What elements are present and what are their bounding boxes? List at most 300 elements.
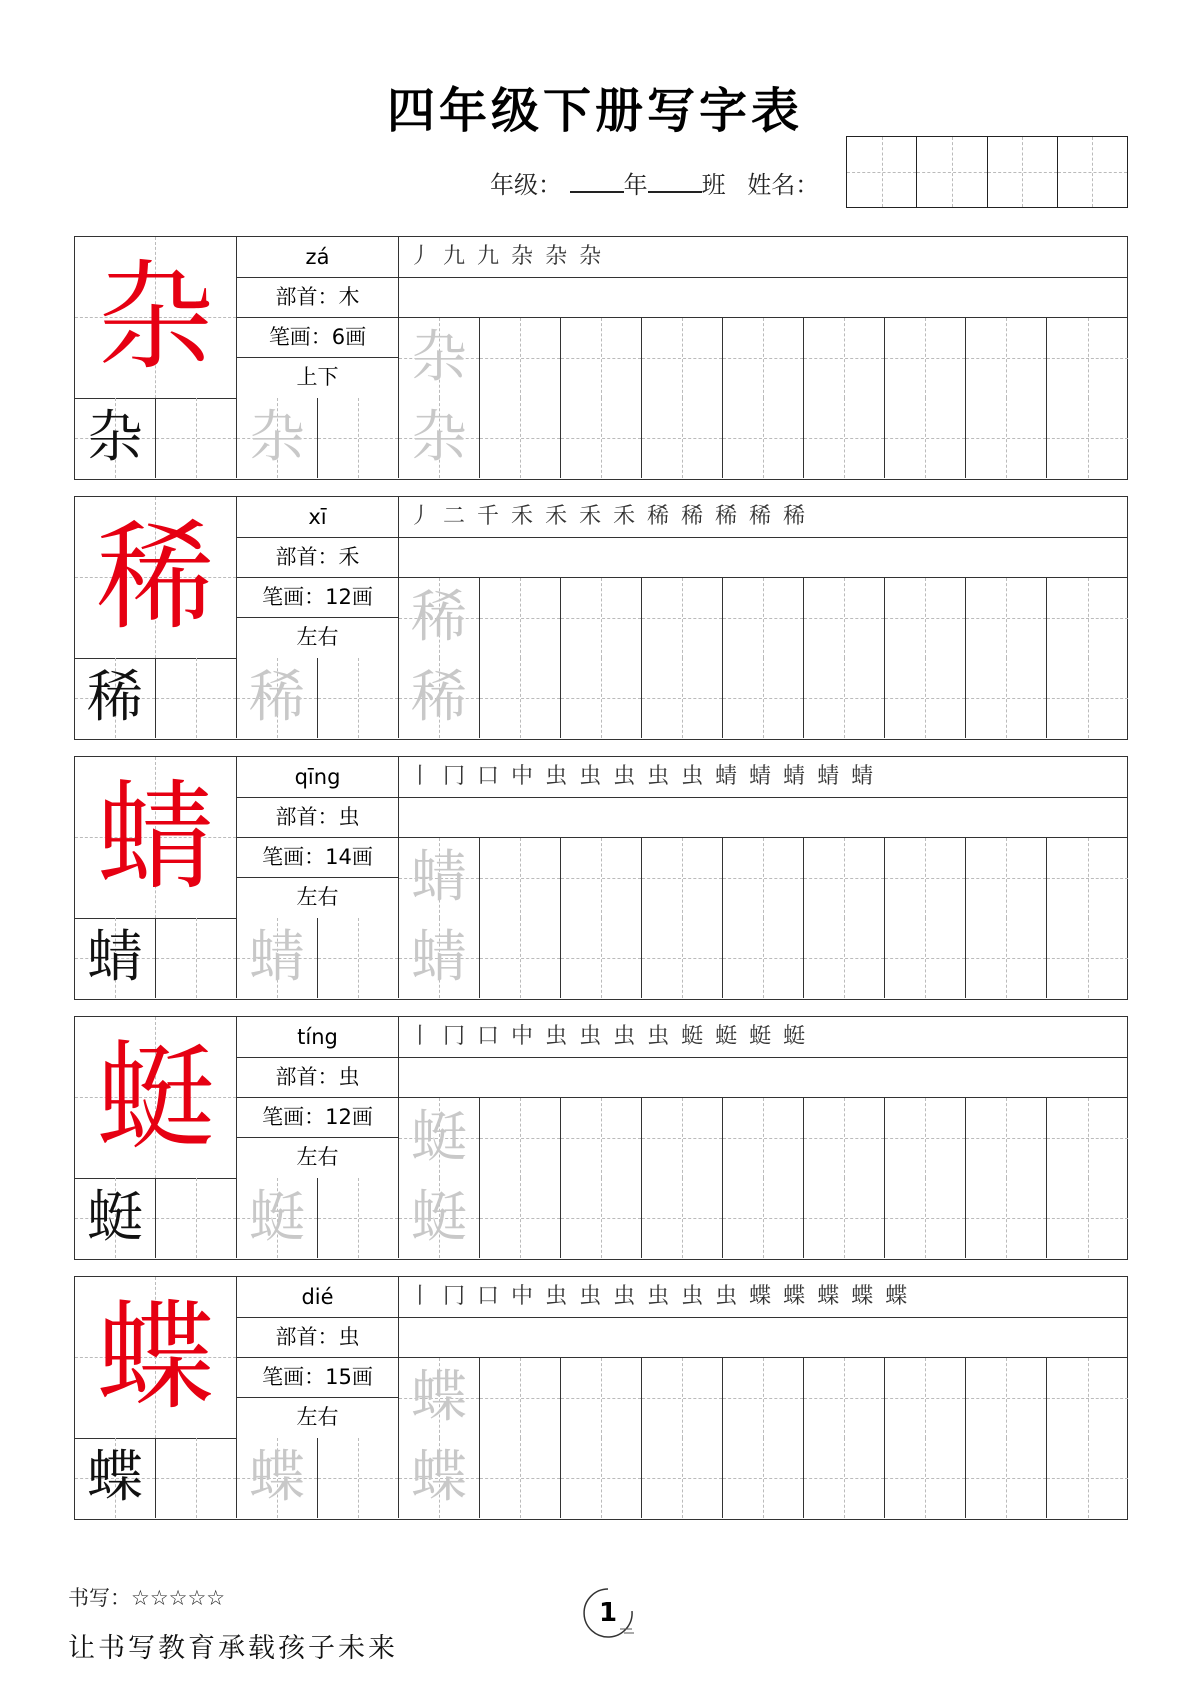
practice-cell[interactable] [561,838,642,918]
guide-line-v [925,578,926,658]
page-number: 1 [580,1585,636,1641]
guide-line-v [844,838,845,918]
stroke-step: 虫 [715,1284,738,1309]
stroke-step: 蜻 [715,764,738,789]
trace-char: 杂 [411,325,467,390]
guide-line-v [601,1098,602,1178]
info-pinyin: tíng [237,1017,398,1058]
practice-cell[interactable] [156,398,237,478]
info-structure: 上下 [296,365,339,389]
practice-cell[interactable] [561,398,642,478]
character-block [74,1276,1128,1520]
model-char: 蜓 [87,1185,143,1250]
practice-cell[interactable] [237,1438,318,1518]
practice-cell[interactable] [1047,1178,1128,1258]
big-char-cell [75,1017,237,1179]
practice-cell[interactable] [966,318,1047,398]
practice-cell[interactable] [75,658,156,738]
stroke-step: 稀 [783,504,806,529]
guide-line-v [1006,1358,1007,1438]
practice-cell[interactable] [885,578,966,658]
practice-cell[interactable] [642,1098,723,1178]
trace-char: 蜻 [411,845,467,910]
practice-cell[interactable] [804,398,885,478]
practice-cell[interactable] [561,918,642,998]
practice-cell[interactable] [399,1098,480,1178]
practice-cell[interactable] [885,1178,966,1258]
info-radical: 部首：虫 [237,1057,398,1098]
stroke-step: 口 [477,1284,500,1309]
character-block [74,236,1128,480]
guide-line-v [601,1438,602,1518]
guide-line-v [682,1438,683,1518]
practice-cell[interactable] [804,1098,885,1178]
guide-line-v [682,1178,683,1258]
practice-cell[interactable] [885,318,966,398]
practice-cell[interactable] [966,578,1047,658]
practice-cell[interactable] [885,1358,966,1438]
guide-line-v [601,1178,602,1258]
practice-cell[interactable] [804,1178,885,1258]
practice-cell[interactable] [480,1098,561,1178]
stroke-order [399,757,1127,798]
guide-line-v [925,838,926,918]
model-char: 稀 [87,665,143,730]
practice-cell[interactable] [642,658,723,738]
stroke-step: 蝶 [851,1284,874,1309]
practice-cell[interactable] [75,398,156,478]
guide-line-v [601,1358,602,1438]
guide-line-v [763,578,764,658]
character-block [74,496,1128,740]
practice-cell[interactable] [885,1098,966,1178]
char-info [237,1277,399,1438]
guide-line-v [1006,1178,1007,1258]
stroke-step: 丿 [409,504,432,529]
guide-line-v [358,1178,359,1258]
stroke-step: 虫 [545,764,568,789]
practice-cell[interactable] [75,1178,156,1258]
guide-line-v [601,918,602,998]
trace-char: 蜻 [411,925,467,990]
info-strokes: 笔画：14画 [237,837,398,878]
guide-line-v [763,398,764,478]
guide-line-v [682,1358,683,1438]
practice-cell[interactable] [399,658,480,738]
practice-cell[interactable] [318,398,399,478]
guide-line-v [601,318,602,398]
practice-cell[interactable] [561,1358,642,1438]
practice-cell[interactable] [966,918,1047,998]
practice-cell[interactable] [966,658,1047,738]
practice-cell[interactable] [399,1178,480,1258]
practice-cell[interactable] [399,578,480,658]
info-pinyin: zá [237,237,398,278]
guide-line-v [358,398,359,478]
practice-cell[interactable] [561,658,642,738]
practice-cell[interactable] [642,1178,723,1258]
practice-cell[interactable] [804,1438,885,1518]
stroke-step: 虫 [545,1284,568,1309]
stroke-step: 千 [477,504,500,529]
grade-label: 年级： [490,171,562,199]
info-strokes: 笔画：6画 [237,317,398,358]
blank-row [399,798,1127,838]
practice-cell[interactable] [804,918,885,998]
stroke-step: 中 [511,764,534,789]
practice-cell[interactable] [480,1358,561,1438]
guide-line-v [925,1438,926,1518]
big-char: 蝶 [96,1288,215,1426]
guide-line-v [682,1098,683,1178]
practice-cell[interactable] [885,838,966,918]
practice-cell[interactable] [399,918,480,998]
info-pinyin: xī [237,497,398,538]
model-char: 杂 [87,405,143,470]
blank-row [399,278,1127,318]
practice-cell[interactable] [318,658,399,738]
year-blank[interactable] [570,191,624,193]
practice-cell[interactable] [561,1178,642,1258]
stroke-step: 虫 [613,1024,636,1049]
guide-line-v [844,318,845,398]
guide-line-v [844,398,845,478]
practice-cell[interactable] [1047,918,1128,998]
trace-char: 杂 [249,405,305,470]
guide-line-v [1006,398,1007,478]
practice-cell[interactable] [237,918,318,998]
stroke-step: 虫 [647,1284,670,1309]
practice-cell[interactable] [75,1438,156,1518]
practice-cell[interactable] [723,318,804,398]
guide-line-v [682,918,683,998]
practice-cell[interactable] [399,1358,480,1438]
guide-line-v [844,1438,845,1518]
trace-char: 稀 [411,585,467,650]
practice-cell[interactable] [75,918,156,998]
practice-cell[interactable] [480,578,561,658]
stroke-step: 丿 [409,244,432,269]
practice-cell[interactable] [642,1438,723,1518]
guide-line-v [601,658,602,738]
practice-cell[interactable] [966,1358,1047,1438]
practice-cell[interactable] [804,838,885,918]
stroke-step: 虫 [613,1284,636,1309]
stroke-step: 蝶 [749,1284,772,1309]
practice-cell[interactable] [480,318,561,398]
stroke-step: 杂 [511,244,534,269]
guide-line-v [1006,318,1007,398]
practice-cell[interactable] [642,1358,723,1438]
stroke-step: 虫 [681,764,704,789]
rating-label: 书写：☆☆☆☆☆ [68,1586,226,1610]
guide-line-v [925,918,926,998]
guide-line-v [682,838,683,918]
practice-cell[interactable] [561,578,642,658]
guide-line-v [1006,658,1007,738]
practice-cell[interactable] [723,1438,804,1518]
practice-cell[interactable] [1047,578,1128,658]
practice-cell[interactable] [804,318,885,398]
practice-cell[interactable] [399,838,480,918]
info-radical: 部首：虫 [237,1317,398,1358]
guide-line-v [358,1438,359,1518]
stroke-step: 虫 [579,1024,602,1049]
practice-cell[interactable] [723,1178,804,1258]
practice-cell[interactable] [1047,318,1128,398]
name-grid[interactable] [846,136,1128,208]
info-structure: 左右 [296,1145,339,1169]
info-strokes: 笔画：12画 [237,1097,398,1138]
practice-cell[interactable] [642,318,723,398]
practice-cell[interactable] [480,1178,561,1258]
guide-line-v [1006,578,1007,658]
guide-line-v [196,658,197,738]
page-title: 四年级下册写字表 [386,83,803,139]
guide-line-v [196,1438,197,1518]
stroke-step: 禾 [579,504,602,529]
name-cell[interactable] [988,137,1058,207]
practice-grid-bottom [75,658,1128,738]
guide-line-v [763,1178,764,1258]
practice-cell[interactable] [804,658,885,738]
guide-line-v [1006,1098,1007,1178]
info-structure: 左右 [296,1405,339,1429]
practice-cell[interactable] [156,1438,237,1518]
guide-line-v [520,1178,521,1258]
student-info [490,165,819,200]
guide-line-v [682,318,683,398]
stroke-step: 蝶 [817,1284,840,1309]
stroke-step: 丨 [409,1284,432,1309]
practice-cell[interactable] [966,1438,1047,1518]
guide-line-v [520,658,521,738]
practice-cell[interactable] [561,318,642,398]
guide-line-v [601,578,602,658]
practice-cell[interactable] [804,578,885,658]
guide-line-v [763,1098,764,1178]
practice-grid-bottom [75,1438,1128,1518]
big-char-cell [75,757,237,919]
guide-line-v [844,918,845,998]
guide-line-v [601,838,602,918]
guide-line-v [358,918,359,998]
info-strokes: 笔画：12画 [237,577,398,618]
practice-cell[interactable] [1047,1358,1128,1438]
stroke-step: 蜻 [817,764,840,789]
practice-cell[interactable] [723,838,804,918]
guide-line-v [520,398,521,478]
char-info [237,497,399,658]
practice-cell[interactable] [480,398,561,478]
practice-cell[interactable] [1047,1438,1128,1518]
practice-cell[interactable] [885,1438,966,1518]
stroke-step: 中 [511,1284,534,1309]
practice-cell[interactable] [885,918,966,998]
stroke-step: 丨 [409,1024,432,1049]
practice-cell[interactable] [723,1098,804,1178]
guide-line-v [1088,1178,1089,1258]
stroke-step: 冂 [443,1024,466,1049]
stroke-step: 冂 [443,1284,466,1309]
guide-line-v [925,1098,926,1178]
big-char: 稀 [96,508,215,646]
practice-cell[interactable] [480,918,561,998]
guide-line-v [682,658,683,738]
stroke-step: 虫 [647,764,670,789]
stroke-step: 杂 [545,244,568,269]
practice-cell[interactable] [399,1438,480,1518]
name-cell[interactable] [917,137,987,207]
big-char-cell [75,497,237,659]
character-block [74,1016,1128,1260]
guide-line-v [520,1098,521,1178]
practice-cell[interactable] [480,658,561,738]
name-cell[interactable] [1058,137,1127,207]
stroke-step: 禾 [613,504,636,529]
practice-cell[interactable] [561,1098,642,1178]
guide-line-v [520,1358,521,1438]
practice-cell[interactable] [1047,398,1128,478]
stroke-step: 蝶 [885,1284,908,1309]
practice-cell[interactable] [318,918,399,998]
guide-line-v [925,318,926,398]
guide-line-v [1006,918,1007,998]
trace-char: 杂 [411,405,467,470]
practice-cell[interactable] [561,1438,642,1518]
practice-cell[interactable] [885,398,966,478]
practice-cell[interactable] [480,1438,561,1518]
stroke-step: 虫 [681,1284,704,1309]
guide-line-v [844,658,845,738]
blank-row [399,1318,1127,1358]
trace-char: 蜓 [411,1105,467,1170]
practice-cell[interactable] [723,918,804,998]
practice-cell[interactable] [1047,1098,1128,1178]
guide-line-v [1088,838,1089,918]
practice-cell[interactable] [642,398,723,478]
guide-line-v [358,658,359,738]
guide-line-v [601,398,602,478]
guide-line-v [1088,918,1089,998]
guide-line-v [1088,398,1089,478]
practice-cell[interactable] [237,658,318,738]
guide-line-v [844,1098,845,1178]
stroke-order [399,497,1127,538]
guide-line-v [763,918,764,998]
stroke-step: 蜻 [851,764,874,789]
name-cell[interactable] [847,137,917,207]
class-blank[interactable] [648,191,702,193]
practice-cell[interactable] [1047,838,1128,918]
practice-cell[interactable] [237,398,318,478]
stroke-step: 蜓 [715,1024,738,1049]
info-structure: 左右 [296,625,339,649]
practice-cell[interactable] [966,838,1047,918]
stroke-step: 蜻 [749,764,772,789]
guide-line-v [925,398,926,478]
stroke-step: 冂 [443,764,466,789]
stroke-step: 虫 [579,764,602,789]
stroke-step: 口 [477,1024,500,1049]
practice-cell[interactable] [1047,658,1128,738]
trace-char: 蝶 [411,1365,467,1430]
info-radical: 部首：虫 [237,797,398,838]
guide-line-v [763,1358,764,1438]
practice-cell[interactable] [966,1098,1047,1178]
guide-line-v [520,1438,521,1518]
blank-row [399,538,1127,578]
char-info [237,237,399,398]
practice-cell[interactable] [723,398,804,478]
year-label: 年 [623,171,648,199]
stroke-step: 稀 [715,504,738,529]
practice-cell[interactable] [156,1178,237,1258]
blank-row [399,1058,1127,1098]
practice-cell[interactable] [642,578,723,658]
guide-line-v [1006,838,1007,918]
guide-line-v [682,398,683,478]
practice-cell[interactable] [642,918,723,998]
practice-grid-bottom [75,918,1128,998]
practice-cell[interactable] [723,1358,804,1438]
practice-cell[interactable] [318,1178,399,1258]
stroke-step: 虫 [613,764,636,789]
trace-char: 稀 [249,665,305,730]
guide-line-v [520,918,521,998]
trace-char: 蜓 [249,1185,305,1250]
practice-cell[interactable] [966,398,1047,478]
practice-cell[interactable] [885,658,966,738]
practice-cell[interactable] [237,1178,318,1258]
practice-cell[interactable] [318,1438,399,1518]
guide-line-v [844,578,845,658]
guide-line-v [763,658,764,738]
stroke-step: 蜻 [783,764,806,789]
trace-char: 蜻 [249,925,305,990]
practice-cell[interactable] [156,658,237,738]
character-block [74,756,1128,1000]
guide-line-v [763,838,764,918]
practice-cell[interactable] [399,318,480,398]
guide-line-v [925,658,926,738]
guide-line-v [1088,1358,1089,1438]
practice-cell[interactable] [480,838,561,918]
info-structure: 左右 [296,885,339,909]
practice-cell[interactable] [804,1358,885,1438]
practice-cell[interactable] [399,398,480,478]
info-pinyin: qīng [237,757,398,798]
guide-line-v [520,318,521,398]
stroke-step: 蜓 [681,1024,704,1049]
practice-cell[interactable] [156,918,237,998]
class-label: 班 [701,171,726,199]
practice-cell[interactable] [966,1178,1047,1258]
practice-cell[interactable] [642,838,723,918]
big-char-cell [75,1277,237,1439]
stroke-step: 九 [443,244,466,269]
stroke-step: 虫 [545,1024,568,1049]
big-char: 蜻 [96,768,215,906]
practice-cell[interactable] [723,578,804,658]
guide-line-v [196,1178,197,1258]
guide-line-v [196,918,197,998]
guide-line-v [1088,318,1089,398]
practice-cell[interactable] [723,658,804,738]
stroke-step: 禾 [545,504,568,529]
trace-char: 稀 [411,665,467,730]
model-char: 蜻 [87,925,143,990]
